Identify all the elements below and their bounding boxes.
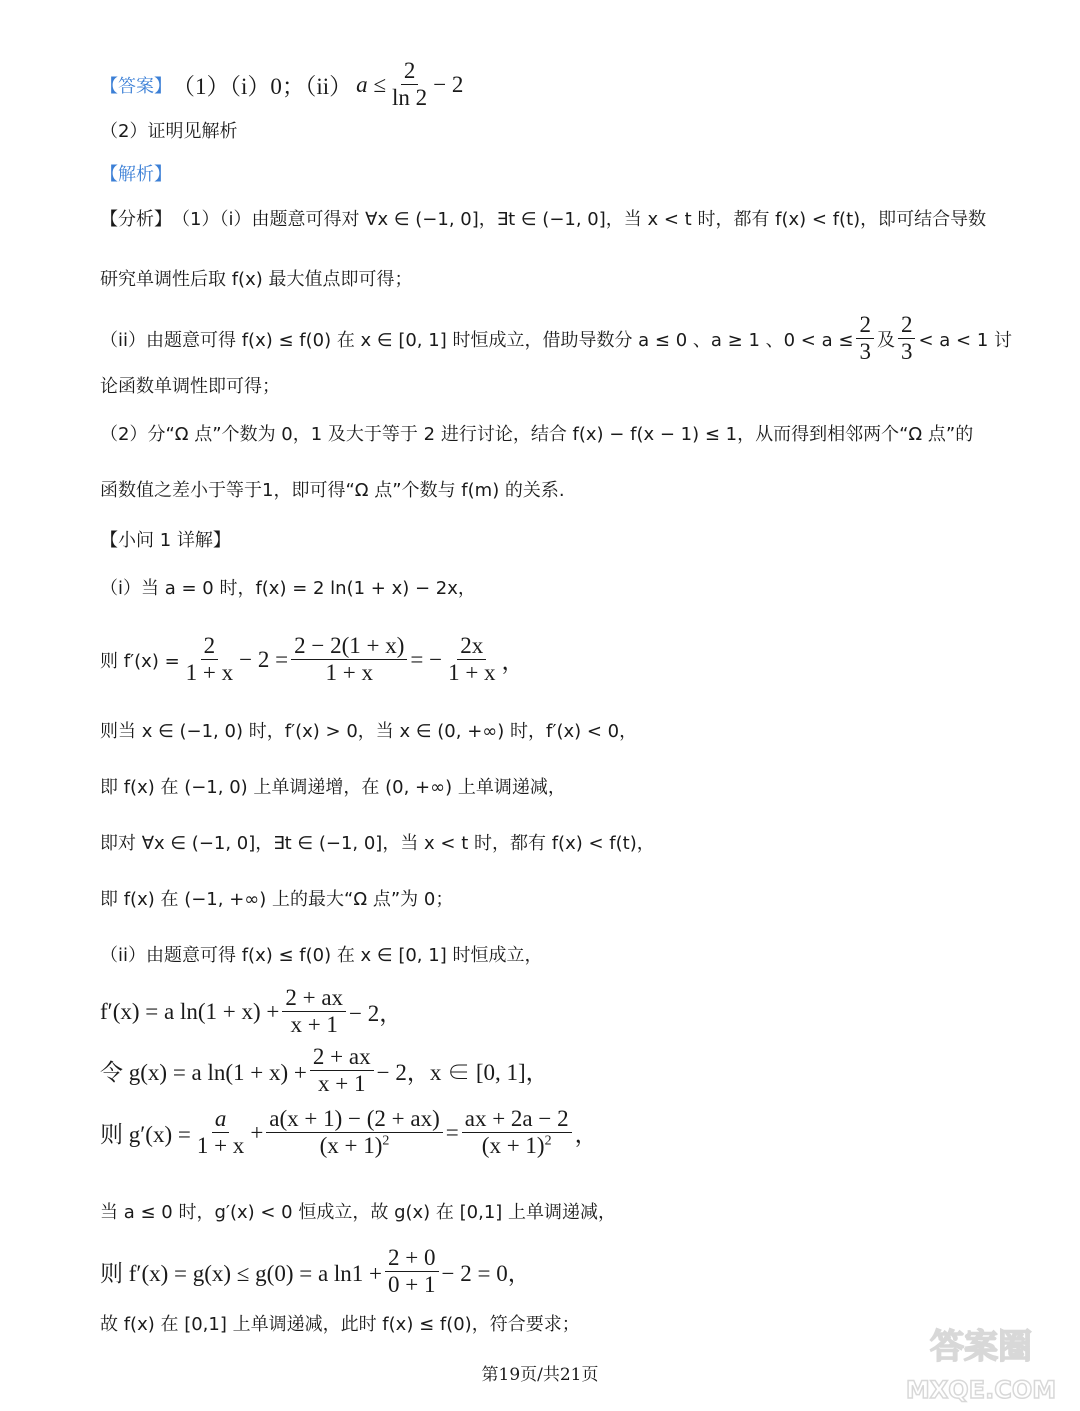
answer-part1-prefix: （1）（i）0；（ii）: [172, 74, 353, 100]
answer-frac-den: ln 2: [392, 85, 428, 111]
fenxi-frac-1: [856, 312, 874, 366]
answer-frac-num: 2: [401, 58, 419, 85]
fenxi-tag: 【分析】: [100, 209, 172, 230]
q1-ii3-frac-num: 2 + ax: [310, 1044, 374, 1071]
fenxi-text-3c: < a < 1 讨: [918, 329, 1012, 351]
answer-fraction: [389, 58, 430, 112]
q1-ii3-frac: [310, 1044, 374, 1098]
answer-part1-tail: − 2: [433, 71, 464, 97]
q1-i-line-1: （i）当 a = 0 时，f(x) = 2 ln(1 + x) − 2x，: [100, 578, 476, 599]
fenxi-line-6: 函数值之差小于等于1，即可得“Ω 点”个数与 f(m) 的关系.: [100, 480, 565, 501]
q1-ii6-pre: 则 f′(x) = g(x) ≤ g(0) = a ln1 +: [100, 1261, 383, 1287]
q1-d-frac-2-den: 1 + x: [325, 660, 373, 686]
q1-ii4-frac-1-den: 1 + x: [196, 1133, 245, 1159]
q1-d-eq: = −: [410, 646, 443, 672]
fenxi-frac-2-num: 2: [898, 312, 916, 339]
answer-tag: 【答案】: [100, 75, 172, 97]
q1-d-frac-2: [291, 633, 407, 687]
q1-i-line-3: 则当 x ∈ (−1, 0) 时，f′(x) > 0，当 x ∈ (0, +∞) 时，f′(x) < 0，: [100, 721, 638, 742]
q1-ii4-frac-2: [266, 1106, 442, 1160]
q1-i-line-6: 即 f(x) 在 (−1, +∞) 上的最大“Ω 点”为 0；: [100, 889, 454, 910]
fenxi-line-4: 论函数单调性即可得；: [100, 376, 280, 397]
q1-d-frac-1-num: 2: [201, 633, 219, 660]
q1-ii4-plus: +: [250, 1119, 264, 1145]
q1-d-frac-1-den: 1 + x: [185, 660, 234, 686]
q1-ii4-eq: =: [445, 1119, 459, 1145]
analysis-tag: 【解析】: [100, 164, 172, 185]
q1-ii4-frac-3: [462, 1106, 572, 1160]
q1-ii4-frac-3-num: ax + 2a − 2: [462, 1106, 572, 1133]
q1-ii2-frac-den: x + 1: [290, 1012, 338, 1038]
q1-ii4-end: ，: [574, 1122, 598, 1148]
fenxi-text-3b: 及: [876, 329, 895, 351]
fenxi-line-2: 研究单调性后取 f(x) 最大值点即可得；: [100, 269, 413, 290]
q1-ii4-frac-2-exp: 2: [382, 1133, 390, 1149]
q1-ii3-pre: 令 g(x) = a ln(1 + x) +: [100, 1060, 307, 1086]
q1-ii-line-7: 故 f(x) 在 [0,1] 上单调递减，此时 f(x) ≤ f(0)，符合要求；: [100, 1314, 580, 1335]
q1-d-end: ，: [501, 649, 525, 675]
fenxi-line-3: [100, 312, 1012, 366]
fenxi-line-1: [100, 205, 986, 231]
q1-ii4-pre: 则 g′(x) =: [100, 1122, 191, 1148]
q1-ii2-pre: f′(x) = a ln(1 + x) +: [100, 998, 280, 1024]
page-footer: 第19页/共21页: [481, 1365, 599, 1385]
q1-ii-line-6: [100, 1245, 531, 1299]
q1-d-frac-3: [445, 633, 498, 687]
q1-ii-line-1: （ii）由题意可得 f(x) ≤ f(0) 在 x ∈ [0, 1] 时恒成立，: [100, 945, 543, 966]
q1-ii6-frac-den: 0 + 1: [388, 1272, 436, 1298]
watermark-logo: [906, 1318, 1056, 1408]
answer-line: [100, 58, 463, 112]
q1-ii2-end: − 2，: [349, 1001, 403, 1027]
q1-ii6-end: − 2 = 0，: [441, 1261, 531, 1287]
q1-ii4-frac-2-den-base: (x + 1): [319, 1133, 383, 1159]
q1-ii4-frac-2-den: [317, 1133, 393, 1159]
q1-ii6-frac: [385, 1245, 438, 1299]
q1-tag: 【小问 1 详解】: [100, 530, 231, 551]
q1-d-mid: − 2 =: [239, 646, 289, 672]
fenxi-frac-1-num: 2: [856, 312, 874, 339]
q1-d-frac-1: [183, 633, 236, 687]
q1-ii4-frac-3-den-base: (x + 1): [481, 1133, 545, 1159]
fenxi-frac-1-den: 3: [859, 339, 871, 365]
q1-ii-line-4: [100, 1106, 598, 1160]
q1-ii4-frac-1-num: a: [212, 1106, 230, 1133]
q1-d-frac-2-num: 2 − 2(1 + x): [291, 633, 407, 660]
q1-ii3-end: − 2，x ∈ [0, 1]，: [376, 1060, 549, 1086]
q1-ii4-frac-2-num: a(x + 1) − (2 + ax): [266, 1106, 442, 1133]
fenxi-text-3a: （ii）由题意可得 f(x) ≤ f(0) 在 x ∈ [0, 1] 时恒成立，借助导数分 a ≤ 0 、a ≥ 1 、0 < a ≤: [100, 329, 854, 351]
q1-ii6-frac-num: 2 + 0: [385, 1245, 438, 1272]
fenxi-line-5: （2）分“Ω 点”个数为 0，1 及大于等于 2 进行讨论，结合 f(x) − f(x − 1) ≤ 1，从而得到相邻两个“Ω 点”的: [100, 424, 974, 445]
q1-d-pre: 则 f′(x) =: [100, 650, 180, 672]
q1-ii-line-3: [100, 1044, 549, 1098]
fenxi-frac-2-den: 3: [900, 339, 913, 365]
q1-i-line-5: 即对 ∀x ∈ (−1, 0]，∃t ∈ (−1, 0]，当 x < t 时，都有 f(x) < f(t)，: [100, 833, 655, 854]
q1-ii4-frac-3-exp: 2: [544, 1133, 552, 1149]
q1-ii4-frac-3-den: [479, 1133, 555, 1159]
fenxi-text-1: （1）（i）由题意可得对 ∀x ∈ (−1, 0]，∃t ∈ (−1, 0]，当 x < t 时，都有 f(x) < f(t)，即可结合导数: [172, 209, 987, 230]
q1-derivative-line: [100, 633, 525, 687]
q1-i-line-4: 即 f(x) 在 (−1, 0) 上单调递增，在 (0, +∞) 上单调递减，: [100, 777, 566, 798]
fenxi-frac-2: [898, 312, 916, 366]
q1-ii4-frac-1: [194, 1106, 247, 1160]
svg-text:MXQE.COM: MXQE.COM: [906, 1376, 1056, 1404]
svg-text:答案圈: 答案圈: [930, 1327, 1032, 1367]
q1-d-frac-3-den: 1 + x: [448, 660, 496, 686]
answer-part1-a: a ≤: [356, 71, 387, 97]
q1-ii-line-5: 当 a ≤ 0 时，g′(x) < 0 恒成立，故 g(x) 在 [0,1] 上单调递减，: [100, 1202, 617, 1223]
q1-ii2-frac-num: 2 + ax: [282, 985, 346, 1012]
answer-part2: （2）证明见解析: [100, 121, 238, 142]
q1-ii2-frac: [282, 985, 346, 1039]
q1-d-frac-3-num: 2x: [457, 633, 486, 660]
q1-ii-line-2: [100, 985, 402, 1039]
q1-ii3-frac-den: x + 1: [318, 1071, 366, 1097]
